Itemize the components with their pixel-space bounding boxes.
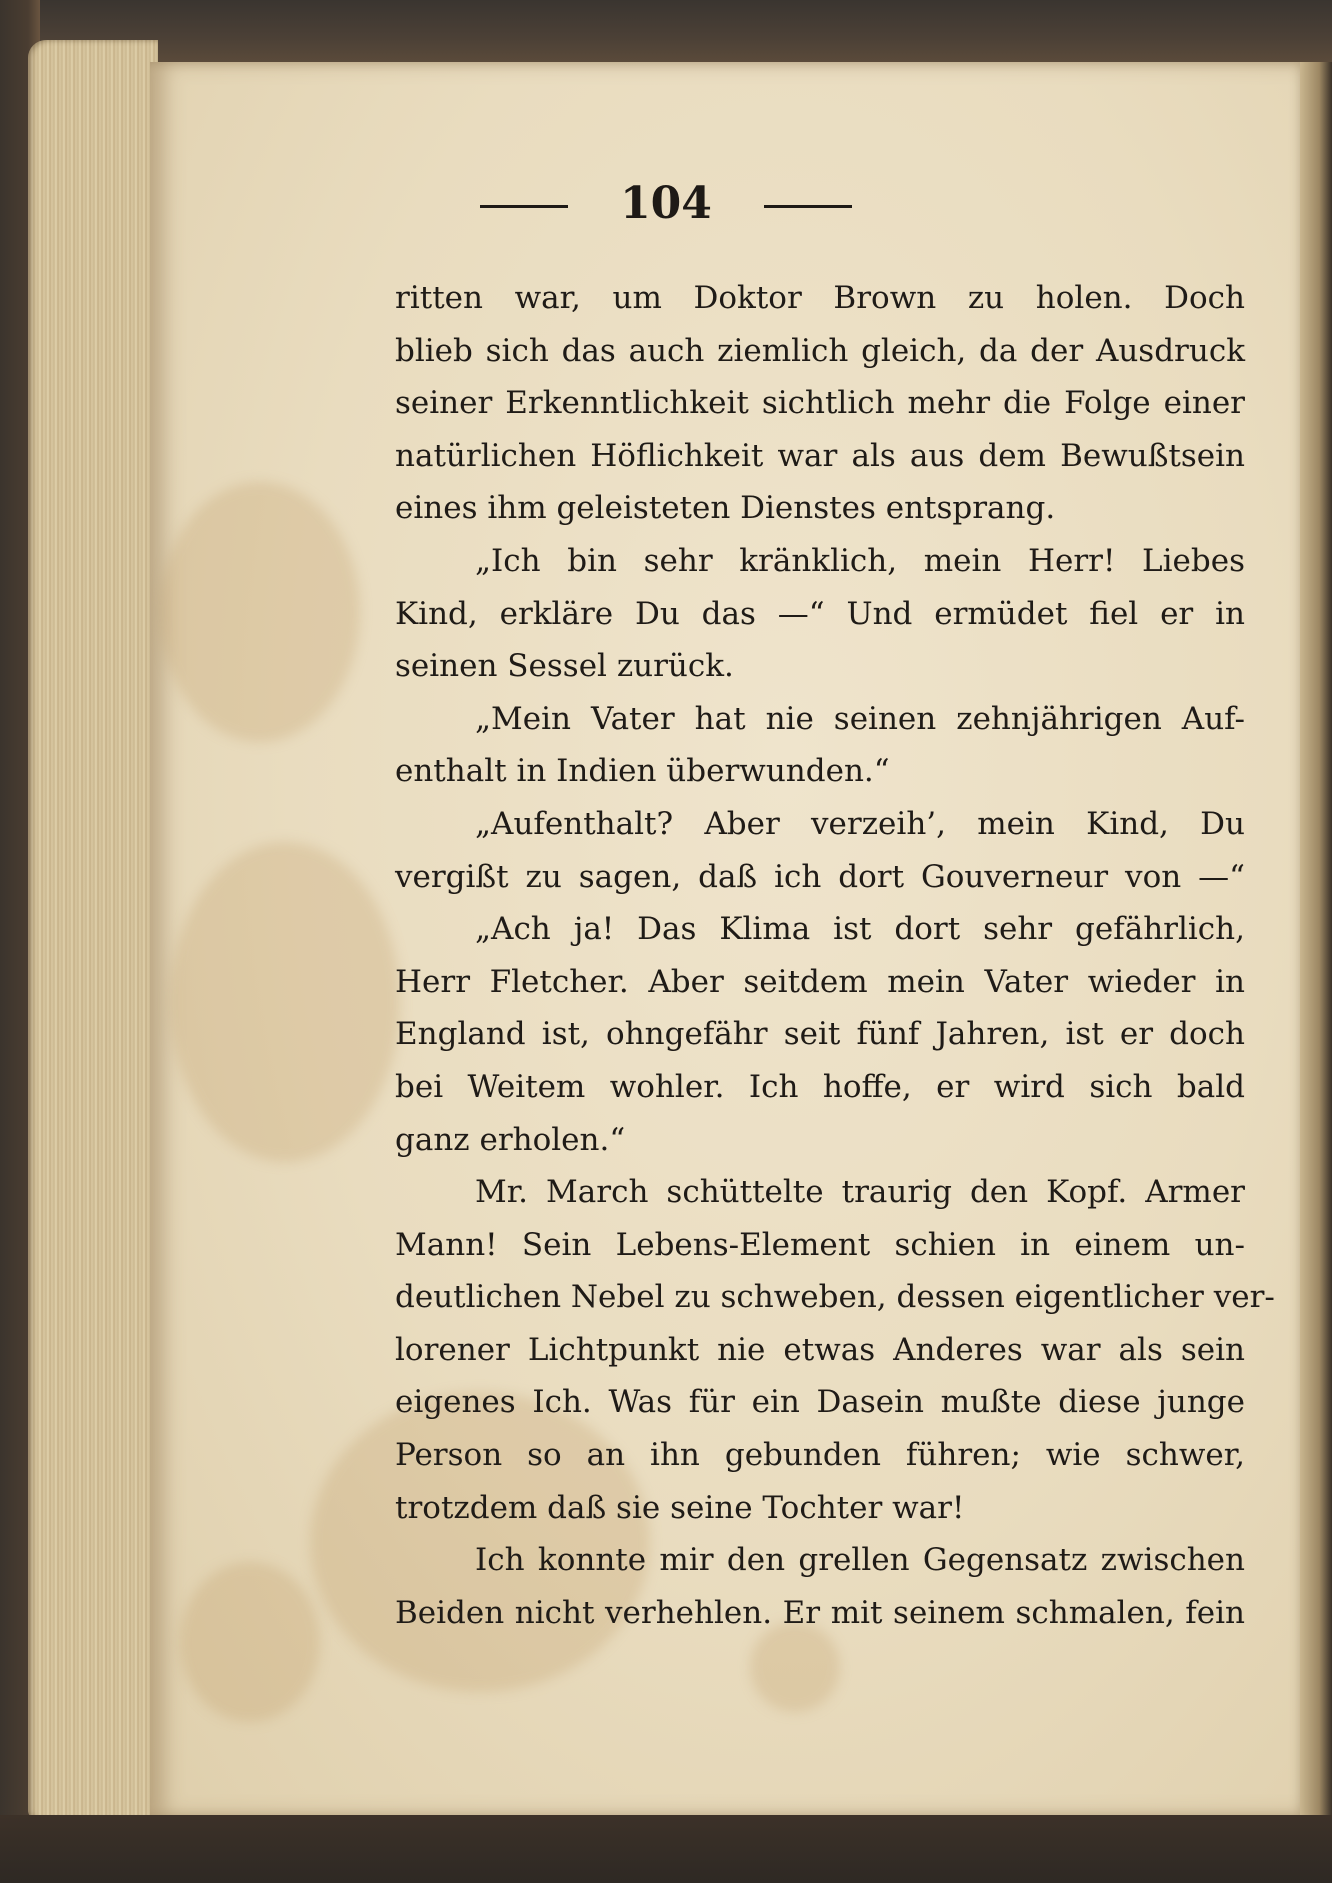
text-line: „Ich bin sehr kränklich, mein Herr! Liebes bbox=[475, 542, 1245, 579]
text-line: eines ihm geleisteten Dienstes entsprang. bbox=[395, 490, 1056, 527]
header-dash-left bbox=[480, 205, 568, 208]
text-line: „Ach ja! Das Klima ist dort sehr gefährlich, bbox=[475, 911, 1245, 948]
text-line: blieb sich das auch ziemlich gleich, da der Ausdruck bbox=[395, 332, 1245, 369]
text-line: eigenes Ich. Was für ein Dasein mußte diese junge bbox=[395, 1384, 1245, 1421]
stain bbox=[160, 482, 360, 742]
text-line: „Aufenthalt? Aber verzeih’, mein Kind, Du bbox=[475, 805, 1245, 842]
text-line: natürlichen Höflichkeit war als aus dem Bewußtsein bbox=[395, 437, 1245, 474]
text-line: England ist, ohngefähr seit fünf Jahren, ist er doch bbox=[395, 1016, 1245, 1053]
text-line: Beiden nicht verhehlen. Er mit seinem schmalen, fein bbox=[395, 1594, 1245, 1631]
text-line: seinen Sessel zurück. bbox=[395, 648, 734, 685]
text-line: seiner Erkenntlichkeit sichtlich mehr die Folge einer bbox=[395, 385, 1245, 422]
text-line: Ich konnte mir den grellen Gegensatz zwischen bbox=[475, 1542, 1245, 1579]
body-text bbox=[395, 272, 1275, 1639]
text-line: Mann! Sein Lebens-Element schien in einem un- bbox=[395, 1226, 1245, 1263]
stain bbox=[180, 1562, 320, 1722]
text-line: Mr. March schüttelte traurig den Kopf. Armer bbox=[475, 1174, 1245, 1211]
page-header bbox=[0, 178, 1332, 229]
text-line: ganz erholen.“ bbox=[395, 1121, 626, 1158]
text-line: bei Weitem wohler. Ich hoffe, er wird sich bald bbox=[395, 1068, 1245, 1105]
page-number: 104 bbox=[620, 178, 712, 229]
book-cover-bottom bbox=[0, 1815, 1332, 1883]
header-dash-right bbox=[764, 205, 852, 208]
text-line: deutlichen Nebel zu schweben, dessen eigentlicher ver- bbox=[395, 1279, 1275, 1316]
text-line: Person so an ihn gebunden führen; wie schwer, bbox=[395, 1437, 1245, 1474]
text-line: trotzdem daß sie seine Tochter war! bbox=[395, 1489, 965, 1526]
stain bbox=[170, 842, 400, 1162]
text-line: „Mein Vater hat nie seinen zehnjährigen Auf- bbox=[475, 700, 1245, 737]
book-cover-top bbox=[0, 0, 1332, 62]
text-line: Kind, erkläre Du das —“ Und ermüdet fiel er in bbox=[395, 595, 1245, 632]
page-edges bbox=[28, 40, 158, 1820]
text-line: lorener Lichtpunkt nie etwas Anderes war als sein bbox=[395, 1331, 1245, 1368]
page-right-edge bbox=[1300, 62, 1332, 1817]
text-line: enthalt in Indien überwunden.“ bbox=[395, 753, 890, 790]
text-line: vergißt zu sagen, daß ich dort Gouverneur von —“ bbox=[395, 858, 1245, 895]
text-line: Herr Fletcher. Aber seitdem mein Vater wieder in bbox=[395, 963, 1245, 1000]
text-line: ritten war, um Doktor Brown zu holen. Doch bbox=[395, 280, 1245, 316]
